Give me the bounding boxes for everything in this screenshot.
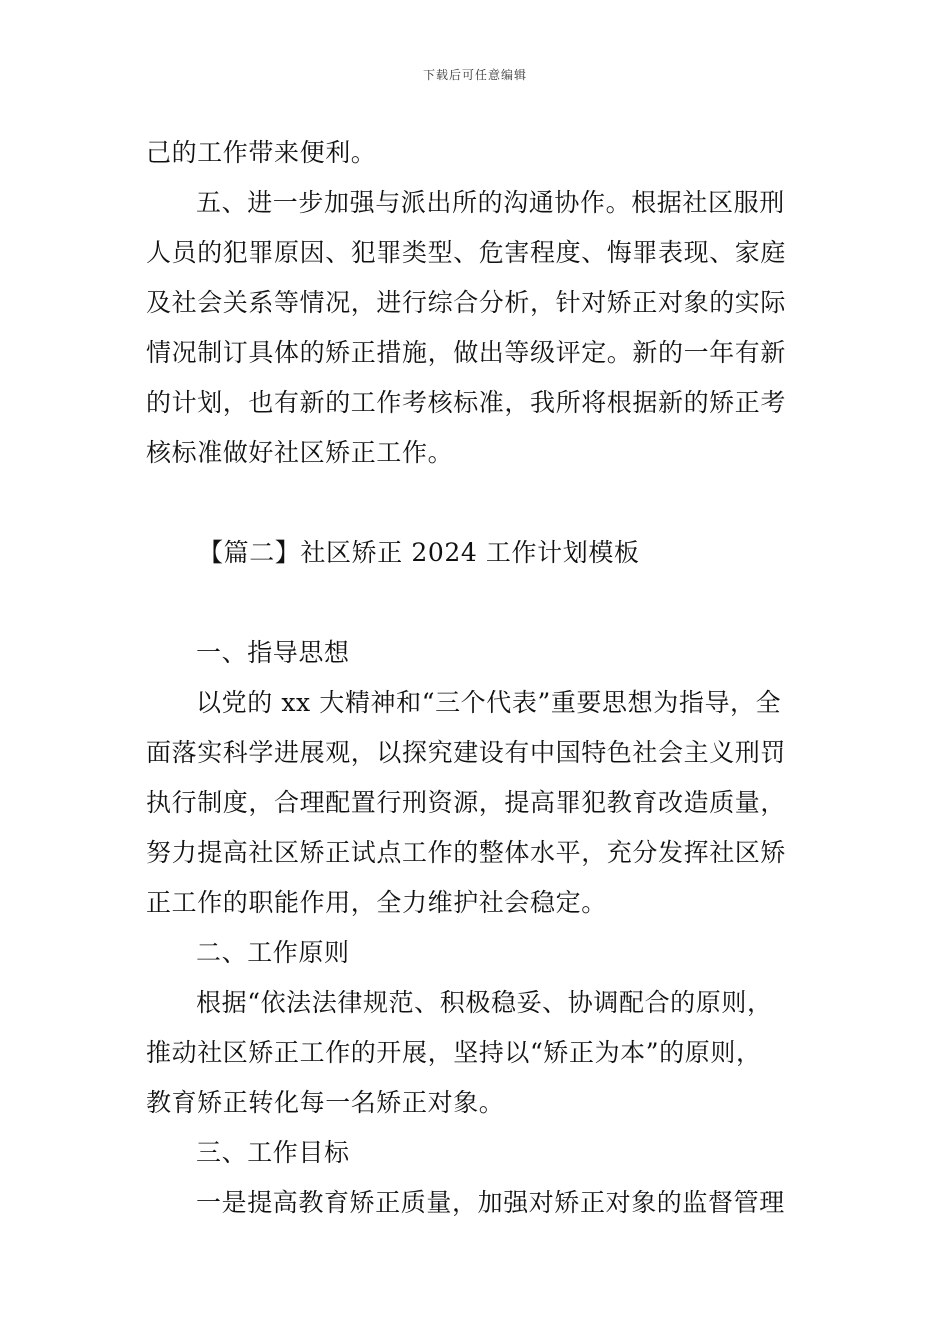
paragraph-line: 己的工作带来便利。 xyxy=(146,138,377,167)
spacer xyxy=(146,478,810,528)
heading-work-principles: 二、工作原则 xyxy=(196,938,350,967)
spacer xyxy=(146,578,810,628)
paragraph-line: 核标准做好社区矫正工作。 xyxy=(146,438,454,467)
paragraph-line: 及社会关系等情况，进行综合分析，针对矫正对象的实际 xyxy=(146,288,787,317)
paragraph-line: 的计划，也有新的工作考核标准，我所将根据新的矫正考 xyxy=(146,388,787,417)
paragraph-line: 推动社区矫正工作的开展，坚持以“矫正为本”的原则， xyxy=(146,1038,762,1067)
paragraph-line: 情况制订具体的矫正措施，做出等级评定。新的一年有新 xyxy=(146,338,787,367)
document-body xyxy=(146,128,810,1228)
paragraph-line: 执行制度，合理配置行刑资源，提高罪犯教育改造质量， xyxy=(146,788,787,817)
paragraph-line: 教育矫正转化每一名矫正对象。 xyxy=(146,1088,505,1117)
paragraph-line: 一是提高教育矫正质量，加强对矫正对象的监督管理 xyxy=(196,1188,785,1217)
paragraph-line: 面落实科学进展观，以探究建设有中国特色社会主义刑罚 xyxy=(146,738,787,767)
paragraph-line: 努力提高社区矫正试点工作的整体水平，充分发挥社区矫 xyxy=(146,838,787,867)
paragraph-line: 根据“依法法律规范、积极稳妥、协调配合的原则， xyxy=(196,988,773,1017)
heading-work-goals: 三、工作目标 xyxy=(196,1138,350,1167)
heading-guiding-ideology: 一、指导思想 xyxy=(196,638,350,667)
page-header-note: 下载后可任意编辑 xyxy=(422,68,527,82)
section-title: 【篇二】社区矫正 2024 工作计划模板 xyxy=(198,538,640,567)
paragraph-line: 五、进一步加强与派出所的沟通协作。根据社区服刑 xyxy=(196,188,785,217)
paragraph-line: 正工作的职能作用，全力维护社会稳定。 xyxy=(146,888,607,917)
paragraph-line: 人员的犯罪原因、犯罪类型、危害程度、悔罪表现、家庭 xyxy=(146,238,787,267)
paragraph-line: 以党的 xx 大精神和“三个代表”重要思想为指导，全 xyxy=(196,688,782,717)
